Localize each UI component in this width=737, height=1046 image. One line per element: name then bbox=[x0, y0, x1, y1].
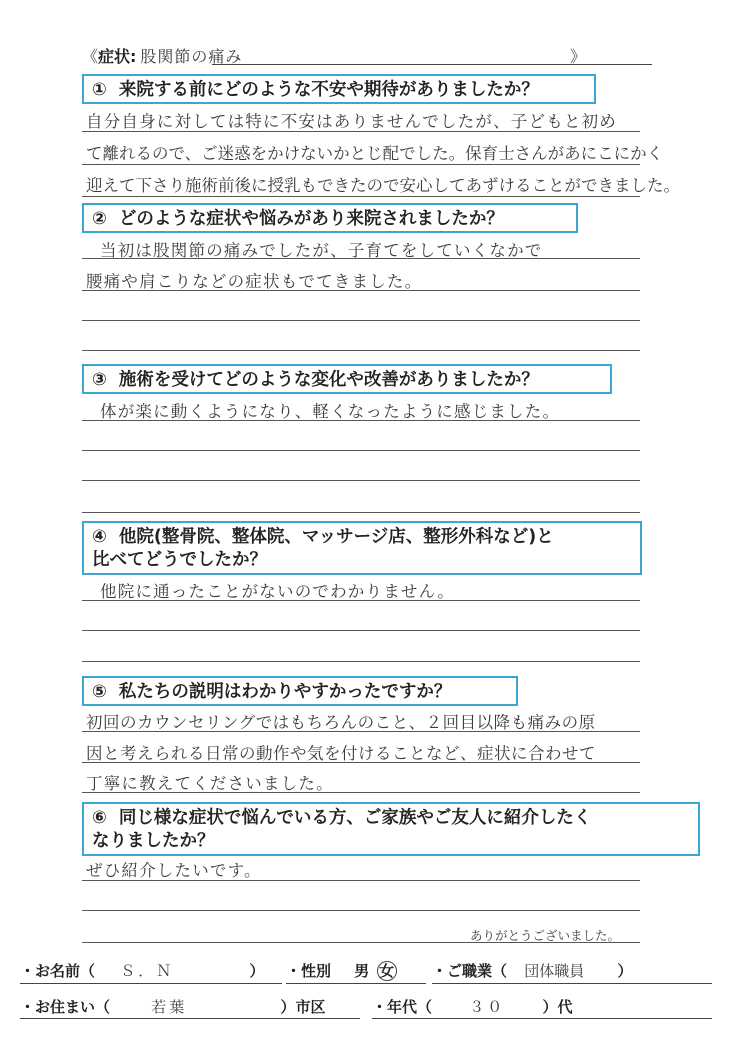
name-underline bbox=[20, 983, 282, 984]
answer-5-line-2: 因と考えられる日常の動作や気を付けることなど、症状に合わせて bbox=[86, 744, 596, 763]
answer-rule bbox=[82, 792, 640, 793]
question-6-box bbox=[82, 802, 700, 856]
question-3-box bbox=[82, 364, 612, 394]
answer-rule bbox=[82, 600, 640, 601]
question-4-text-line-2: 比べてどうでしたか？ bbox=[92, 550, 267, 570]
answer-rule bbox=[82, 164, 640, 165]
question-5-text: 私たちの説明はわかりやすかったですか？ bbox=[118, 682, 452, 702]
name-close: ） bbox=[249, 962, 265, 980]
question-4-text-line-1: 他院(整骨院、整体院、マッサージ店、整形外科など)と bbox=[118, 527, 554, 547]
answer-rule bbox=[82, 480, 640, 481]
symptom-close-bracket: 》 bbox=[570, 47, 587, 66]
question-6-text-line-1: 同じ様な症状で悩んでいる方、ご家族やご友人に紹介したく bbox=[118, 808, 592, 828]
answer-rule bbox=[82, 258, 640, 259]
job-underline bbox=[432, 983, 712, 984]
answer-rule bbox=[82, 630, 640, 631]
answer-rule bbox=[82, 450, 640, 451]
name-label: ・お名前（ bbox=[20, 962, 96, 980]
answer-rule bbox=[82, 131, 640, 132]
question-6-text-line-2: なりましたか？ bbox=[92, 831, 215, 851]
thanks-note: ありがとうございました。 bbox=[470, 928, 621, 943]
address-field bbox=[20, 996, 326, 1017]
address-value: 若葉 bbox=[151, 998, 188, 1016]
symptom-label: 症状: bbox=[98, 47, 137, 66]
answer-rule bbox=[82, 762, 640, 763]
answer-1-line-1: 自分自身に対しては特に不安はありませんでしたが、子どもと初め bbox=[86, 112, 617, 131]
symptom-underline bbox=[212, 64, 652, 65]
question-4-box bbox=[82, 521, 642, 575]
question-3-text: 施術を受けてどのような変化や改善がありましたか？ bbox=[118, 370, 539, 390]
answer-2-line-1: 当初は股関節の痛みでしたが、子育てをしていくなかで bbox=[100, 241, 543, 260]
answer-6-line-1: ぜひ紹介したいです。 bbox=[86, 861, 262, 880]
age-field bbox=[372, 996, 573, 1017]
answer-rule bbox=[82, 290, 640, 291]
answer-5-line-1: 初回のカウンセリングではもちろんのこと、２回目以降も痛みの原 bbox=[86, 713, 596, 732]
gender-male: 男 bbox=[354, 962, 370, 980]
answer-rule bbox=[82, 910, 640, 911]
job-value: 団体職員 bbox=[524, 962, 585, 980]
answer-rule bbox=[82, 661, 640, 662]
job-close: ） bbox=[617, 962, 633, 980]
symptom-row bbox=[82, 44, 587, 70]
symptom-value: 股関節の痛み bbox=[140, 47, 243, 66]
address-close: ）市区 bbox=[280, 998, 326, 1016]
answer-rule bbox=[82, 731, 640, 732]
answer-rule bbox=[82, 512, 640, 513]
answer-4-line-1: 他院に通ったことがないのでわかりません。 bbox=[100, 582, 455, 601]
answer-1-line-3: 迎えて下さり施術前後に授乳もできたので安心してあずけることができました。 bbox=[86, 176, 680, 195]
answer-1-line-2: て離れるので、ご迷惑をかけないかとじ配でした。保育士さんがあにこにかく bbox=[86, 144, 664, 163]
job-field bbox=[432, 960, 633, 981]
gender-female-circled: 女 bbox=[377, 961, 397, 981]
question-2-box bbox=[82, 203, 578, 233]
gender-field bbox=[286, 960, 397, 981]
answer-rule bbox=[82, 350, 640, 351]
question-1-box bbox=[82, 74, 596, 104]
question-4-number: ④ bbox=[92, 527, 107, 547]
gender-label: ・性別 bbox=[286, 962, 332, 980]
question-3-number: ③ bbox=[92, 370, 107, 390]
question-1-number: ① bbox=[92, 80, 107, 100]
question-5-box bbox=[82, 676, 518, 706]
answer-3-line-1: 体が楽に動くようになり、軽くなったように感じました。 bbox=[100, 402, 561, 421]
answer-rule bbox=[82, 196, 640, 197]
age-label: ・年代（ bbox=[372, 998, 433, 1016]
age-close: ）代 bbox=[542, 998, 573, 1016]
answer-rule bbox=[82, 320, 640, 321]
age-underline bbox=[372, 1018, 712, 1019]
job-label: ・ご職業（ bbox=[432, 962, 508, 980]
symptom-open-bracket: 《 bbox=[82, 47, 99, 66]
name-value: Ｓ．Ｎ bbox=[120, 962, 175, 980]
question-2-number: ② bbox=[92, 209, 107, 229]
question-6-number: ⑥ bbox=[92, 808, 107, 828]
address-label: ・お住まい（ bbox=[20, 998, 111, 1016]
answer-2-line-2: 腰痛や肩こりなどの症状もでてきました。 bbox=[86, 272, 423, 291]
answer-rule bbox=[82, 880, 640, 881]
answer-5-line-3: 丁寧に教えてくださいました。 bbox=[86, 774, 334, 793]
question-5-number: ⑤ bbox=[92, 682, 107, 702]
answer-rule bbox=[82, 942, 640, 943]
age-value: ３０ bbox=[469, 998, 506, 1016]
question-2-text: どのような症状や悩みがあり来院されましたか？ bbox=[118, 209, 504, 229]
gender-underline bbox=[286, 983, 426, 984]
address-underline bbox=[20, 1018, 360, 1019]
answer-rule bbox=[82, 420, 640, 421]
question-1-text: 来院する前にどのような不安や期待がありましたか？ bbox=[118, 80, 539, 100]
name-field bbox=[20, 960, 265, 981]
